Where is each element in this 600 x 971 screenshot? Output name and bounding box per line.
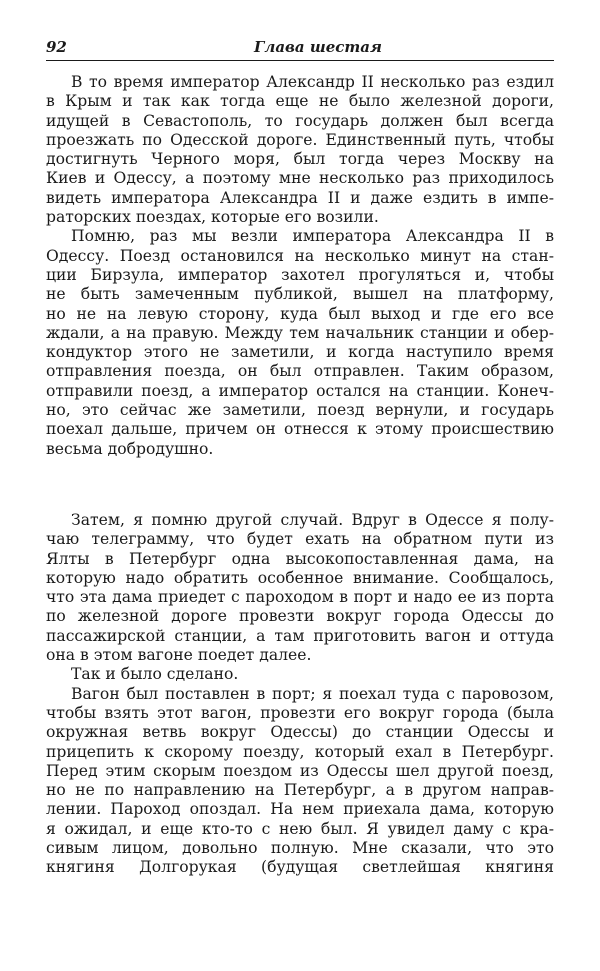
paragraph — [46, 227, 554, 459]
text-line: сивым лицом, довольно полную. Мне сказали, что это — [46, 838, 554, 857]
text-line: в Крым и так как тогда еще не было железной дороги, — [46, 92, 554, 111]
text-line: Киев и Одессу, а поэтому мне несколько раз приходилось — [46, 169, 554, 188]
text-line: Одессу. Поезд остановился на несколько минут на стан- — [46, 246, 554, 265]
text-line: лении. Пароход опоздал. На нем приехала дама, которую — [46, 800, 554, 819]
text-line: ждали, а на правую. Между тем начальник станции и обер- — [46, 323, 554, 342]
page-text — [46, 73, 554, 878]
text-line: Затем, я помню другой случай. Вдруг в Одессе я полу- — [71, 510, 554, 529]
section-gap — [46, 459, 554, 511]
paragraph — [46, 665, 554, 684]
text-line: идущей в Севастополь, то государь должен был всегда — [46, 111, 554, 130]
paragraph — [46, 73, 554, 227]
text-line: пассажирской станции, а там приготовить вагон и оттуда — [46, 626, 554, 645]
text-line: княгиня Долгорукая (будущая светлейшая княгиня — [46, 858, 554, 877]
text-line: кондуктор этого не заметили, и когда наступило время — [46, 343, 554, 362]
text-line: Ялты в Петербург одна высокопоставленная дама, на — [46, 549, 554, 568]
text-line: но не по направлению на Петербург, а в другом направ- — [46, 781, 554, 800]
text-line: чаю телеграмму, что будет ехать на обратном пути из — [46, 530, 554, 549]
text-line: но не на левую сторону, куда был выход и где его все — [46, 304, 554, 323]
text-line: Перед этим скорым поездом из Одессы шел другой поезд, — [46, 761, 554, 780]
paragraph — [46, 685, 554, 878]
text-line: весьма добродушно. — [46, 439, 214, 458]
text-line: по железной дороге провезти вокруг города Одессы до — [46, 607, 554, 626]
text-line: отправления поезда, он был отправлен. Таким образом, — [46, 362, 554, 381]
text-line: она в этом вагоне поедет далее. — [46, 646, 312, 665]
text-line: раторских поездах, которые его возили. — [46, 208, 379, 227]
text-line: прицепить к скорому поезду, который ехал в Петербург. — [46, 742, 554, 761]
text-line: достигнуть Черного моря, был тогда через Москву на — [46, 150, 554, 169]
text-line: окружная ветвь вокруг Одессы) до станции Одессы и — [46, 723, 554, 742]
running-header — [46, 36, 554, 61]
text-line: я ожидал, и еще кто-то с нею был. Я увидел даму с кра- — [46, 819, 554, 838]
text-line: Помню, раз мы везли императора Александра II в — [71, 227, 554, 246]
text-line: но, это сейчас же заметили, поезд вернули, и государь — [46, 401, 554, 420]
text-line: Так и было сделано. — [71, 665, 239, 684]
paragraph — [46, 511, 554, 665]
text-line: чтобы взять этот вагон, провезти его вокруг города (была — [46, 703, 554, 722]
text-line: ции Бирзула, император захотел прогуляться и, чтобы — [46, 265, 554, 284]
text-line: поехал дальше, причем он отнесся к этому происшествию — [46, 420, 554, 439]
text-line: которую надо обратить особенное внимание. Сообщалось, — [46, 568, 554, 587]
book-page — [46, 36, 554, 936]
chapter-title: Глава шестая — [254, 38, 382, 56]
page-number: 92 — [46, 38, 67, 56]
text-line: В то время император Александр II несколько раз ездил — [71, 73, 554, 91]
text-line: что эта дама приедет с пароходом в порт и надо ее из порта — [46, 588, 554, 607]
text-line: проезжать по Одесской дороге. Единственный путь, чтобы — [46, 130, 554, 149]
text-line: Вагон был поставлен в порт; я поехал туда с паровозом, — [71, 684, 554, 703]
text-line: видеть императора Александра II и даже ездить в импе- — [46, 188, 554, 207]
text-line: отправили поезд, а император остался на станции. Конеч- — [46, 381, 554, 400]
text-line: не быть замеченным публикой, вышел на платформу, — [46, 285, 554, 304]
